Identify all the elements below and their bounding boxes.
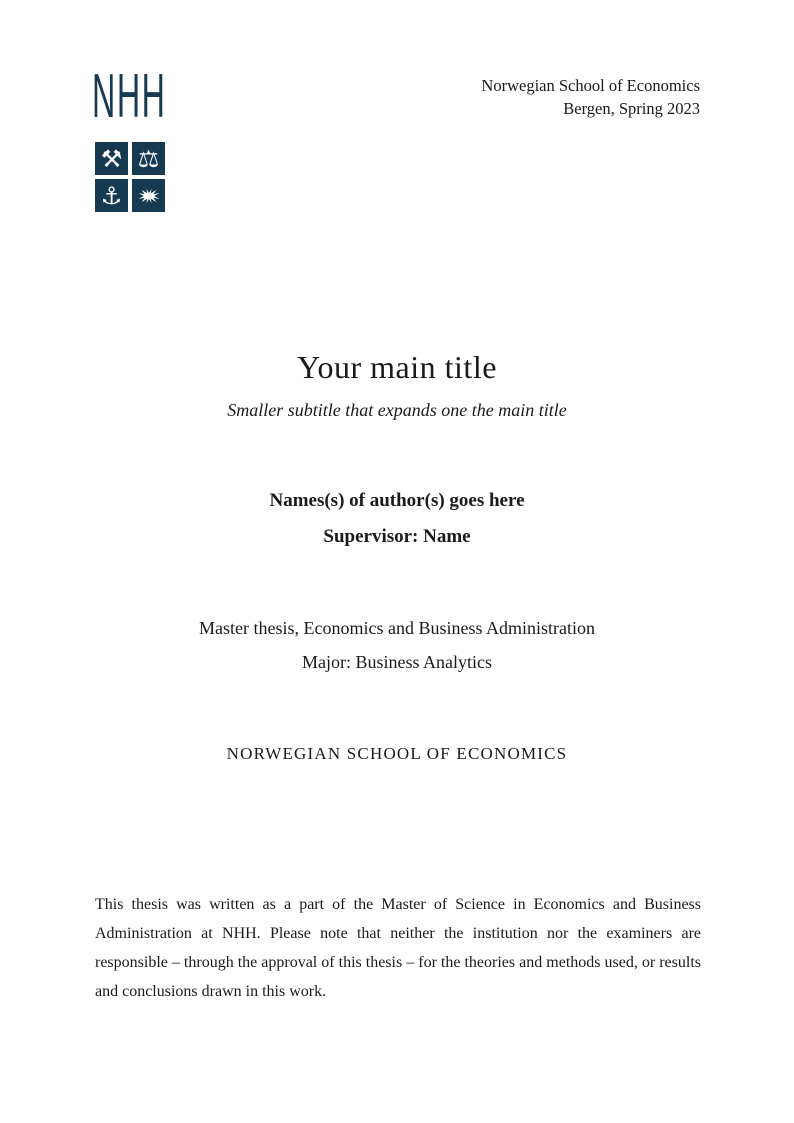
affiliation-block [481,74,700,120]
nhh-logo [92,62,235,212]
subtitle: Smaller subtitle that expands one the main title [227,400,567,420]
disclaimer-paragraph: This thesis was written as a part of the Master of Science in Economics and Business Administration at NHH. Please note that neither the institution nor the examiners are responsible – through the approval of this thesis – for the theories and methods used, or results and conclusions drawn in this work. [95,896,701,1000]
anchor-glyph: ⚓ [100,181,123,210]
affiliation-school: Norwegian School of Economics [481,76,700,95]
main-title: Your main title [297,349,497,385]
anchor-icon [95,179,128,212]
scales-glyph: ⚖ [137,144,160,173]
institution-line: NORWEGIAN SCHOOL OF ECONOMICS [226,744,568,763]
winged-caduceus-icon [132,179,165,212]
affiliation-term: Bergen, Spring 2023 [563,99,700,118]
scales-icon [132,142,165,175]
author-names-line: Names(s) of author(s) goes here [269,490,525,511]
crossed-hammers-glyph: ⚒ [100,144,123,173]
major-line: Major: Business Analytics [302,652,492,672]
nhh-logo-icon-grid [95,142,235,212]
supervisor-line: Supervisor: Name [323,526,471,547]
crossed-hammers-icon [95,142,128,175]
thesis-program-line: Master thesis, Economics and Business Administration [199,618,595,638]
nhh-wordmark: NHH [92,62,167,131]
